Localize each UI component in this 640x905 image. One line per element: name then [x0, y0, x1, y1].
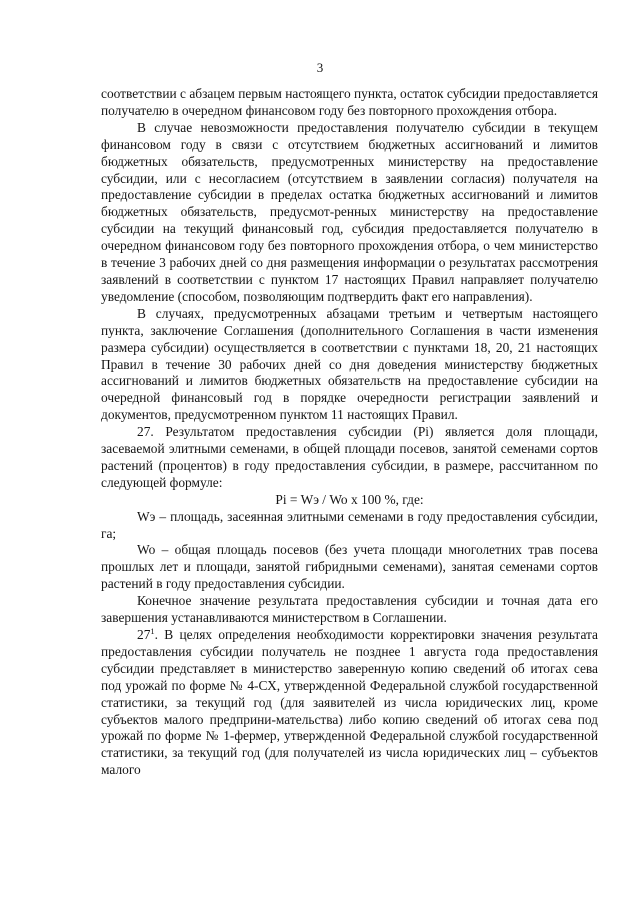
- item-suffix: .: [154, 627, 158, 642]
- item-superscript: 1: [150, 626, 155, 636]
- paragraph-final-value: Конечное значение результата предоставления субсидии и точная дата его завершения устанавливаются министерством в Соглашении.: [101, 593, 598, 626]
- paragraph-budget-shortfall: В случае невозможности предоставления получателю субсидии в текущем финансовом году в связи с отсутствием бюджетных ассигнований и лимитов бюджетных обязательств, предусмотренных министерству на предоставление субсидии, или с несогласием (отсутствием в заявлении согласия) получателя на предоставление субсидии в пределах остатка бюджетных ассигнований и лимитов бюджетных обязательств, предусмот-ренных министерству на предоставление субсидии на текущий финансовый год, субсидия предоставляется получателю в очередном финансовом году без повторного прохождения отбора, о чем министерство в течение 3 рабочих дней со дня размещения информации о результатах рассмотрения заявлений в соответствии с пунктом 17 настоящих Правил направляет получателю уведомление (способом, позволяющим подтвердить факт его направления).: [101, 119, 598, 304]
- document-body: [101, 86, 598, 779]
- item-number: 27: [137, 627, 151, 642]
- definition-we: Wэ – площадь, засеянная элитными семенами в году предоставления субсидии, га;: [101, 508, 598, 541]
- page-number: 3: [316, 60, 324, 75]
- formula: Pi = Wэ / Wo х 100 %, где:: [275, 491, 424, 507]
- paragraph-continuation: соответствии с абзацем первым настоящего пункта, остаток субсидии предоставляется получателю в очередном финансовом году без повторного прохождения отбора.: [101, 86, 598, 118]
- item-27-1-text: В целях определения необходимости корректировки значения результата предоставления субсидии получатель не позднее 1 августа года предоставления субсидии представляет в министерство заверенную копию сведений об итогах сева под урожай по форме № 4-СХ, утвержденной Федеральной службой государственной статистики, за текущий год (для заявителей из числа юридических лиц, кроме субъектов малого предприни-мательства) либо копию сведений об итогах сева под урожай по форме № 1-фермер, утвержденной Федеральной службой государственной статистики, за текущий год (для получателей из числа юридических лиц – субъектов малого: [101, 627, 598, 778]
- paragraph-agreement-conclusion: В случаях, предусмотренных абзацами третьим и четвертым настоящего пункта, заключение Соглашения (дополнительного Соглашения в части изменения размера субсидии) осуществляется в соответствии с пунктами 18, 20, 21 настоящих Правил в течение 30 рабочих дней со дня доведения министерству бюджетных ассигнований и лимитов бюджетных обязательств на предоставление субсидии на очередной финансовый год в порядке очередности регистрации заявлений и документов, предусмотренном пунктом 11 настоящих Правил.: [101, 305, 598, 423]
- paragraph-item-27-1: [101, 627, 598, 779]
- definition-wo: Wo – общая площадь посевов (без учета площади многолетних трав посева прошлых лет и площади, занятой гибридными семенами), занятая семенами сортов растений в году предоставления субсидии.: [101, 542, 598, 592]
- paragraph-item-27: 27. Результатом предоставления субсидии (Pi) является доля площади, засеваемой элитными семенами, в общей площади посевов, занятой семенами сортов растений (процентов) в году предоставления субсидии, в размере, рассчитанном по следующей формуле:: [101, 424, 598, 490]
